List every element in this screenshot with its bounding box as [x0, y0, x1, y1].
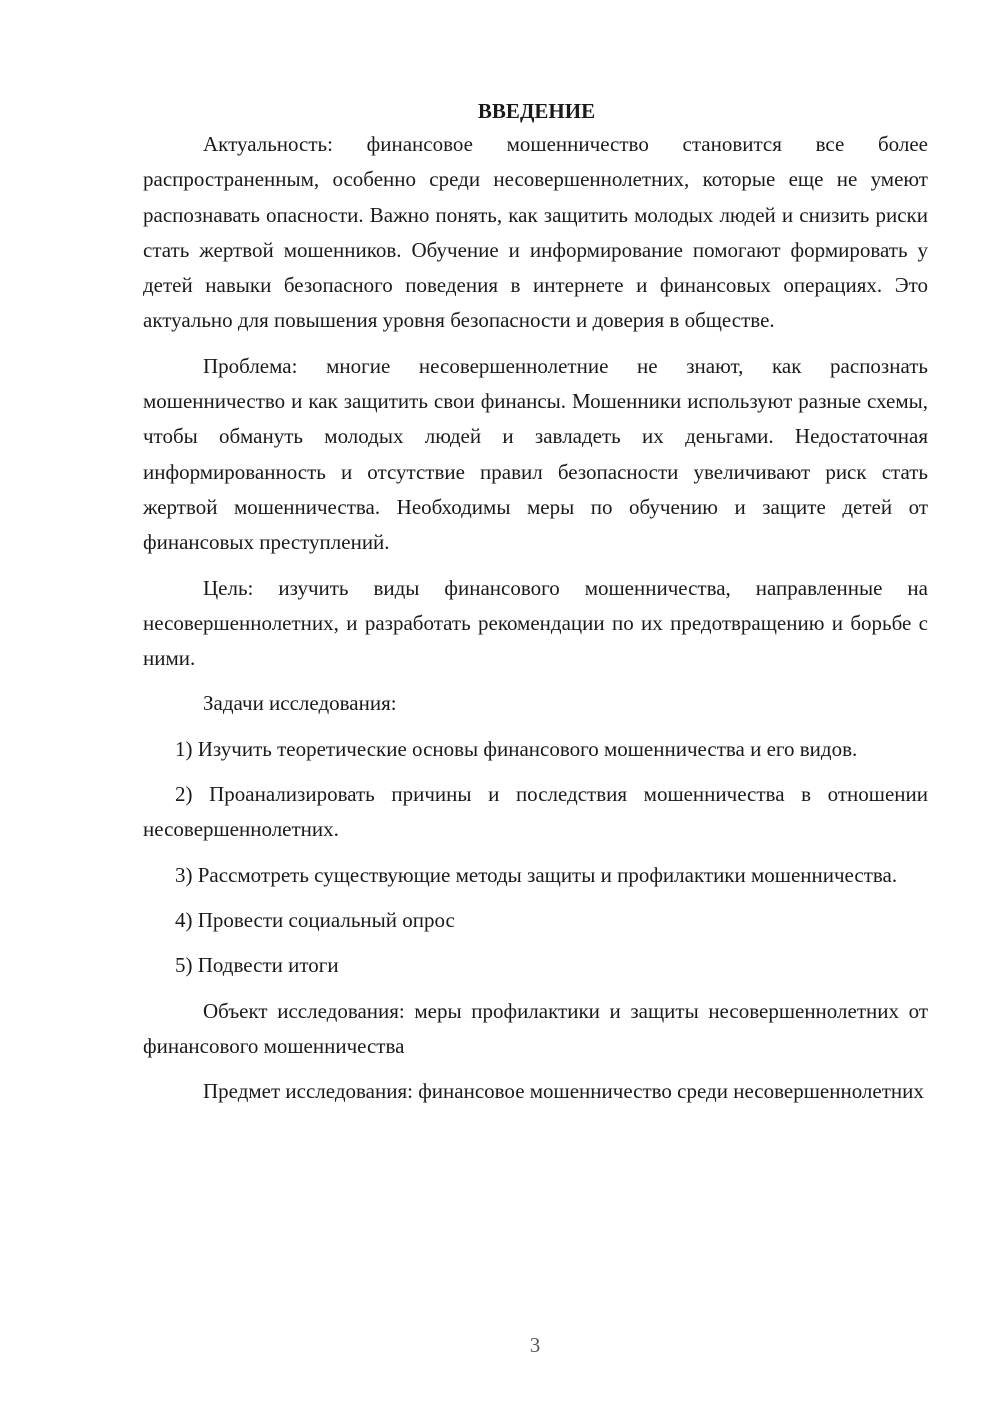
page-number: 3	[529, 1333, 541, 1357]
subject-paragraph: Предмет исследования: финансовое мошенничество среди несовершеннолетних	[203, 1079, 924, 1104]
page-title: ВВЕДЕНИЕ	[477, 99, 596, 123]
task-item-1: 1) Изучить теоретические основы финансового мошенничества и его видов.	[175, 736, 858, 761]
problem-paragraph: Проблема: многие несовершеннолетние не знают, как распознать мошенничество и как защитить свои финансы. Мошенники используют разные схемы, чтобы обмануть молодых людей и завладеть их деньгами. Недостаточная информированность и отсутствие правил безопасности увеличивают риск стать жертвой мошенничества. Необходимы меры по обучению и защите детей от финансовых преступлений.	[143, 353, 928, 555]
document-page	[143, 95, 928, 1109]
task-item-3: 3) Рассмотреть существующие методы защиты и профилактики мошенничества.	[175, 862, 898, 887]
goal-paragraph: Цель: изучить виды финансового мошенничества, направленные на несовершеннолетних, и разработать рекомендации по их предотвращению и борьбе с ними.	[143, 575, 928, 671]
object-paragraph: Объект исследования: меры профилактики и защиты несовершеннолетних от финансового мошенничества	[143, 998, 928, 1058]
task-item-2: 2) Проанализировать причины и последствия мошенничества в отношении несовершеннолетних.	[143, 782, 928, 842]
tasks-heading: Задачи исследования:	[203, 691, 397, 716]
task-item-5: 5) Подвести итоги	[175, 953, 339, 978]
task-item-4: 4) Провести социальный опрос	[175, 907, 455, 932]
relevance-paragraph: Актуальность: финансовое мошенничество становится все более распространенным, особенно среди несовершеннолетних, которые еще не умеют распознавать опасности. Важно понять, как защитить молодых людей и снизить риски стать жертвой мошенников. Обучение и информирование помогают формировать у детей навыки безопасного поведения в интернете и финансовых операциях. Это актуально для повышения уровня безопасности и доверия в обществе.	[143, 132, 928, 333]
